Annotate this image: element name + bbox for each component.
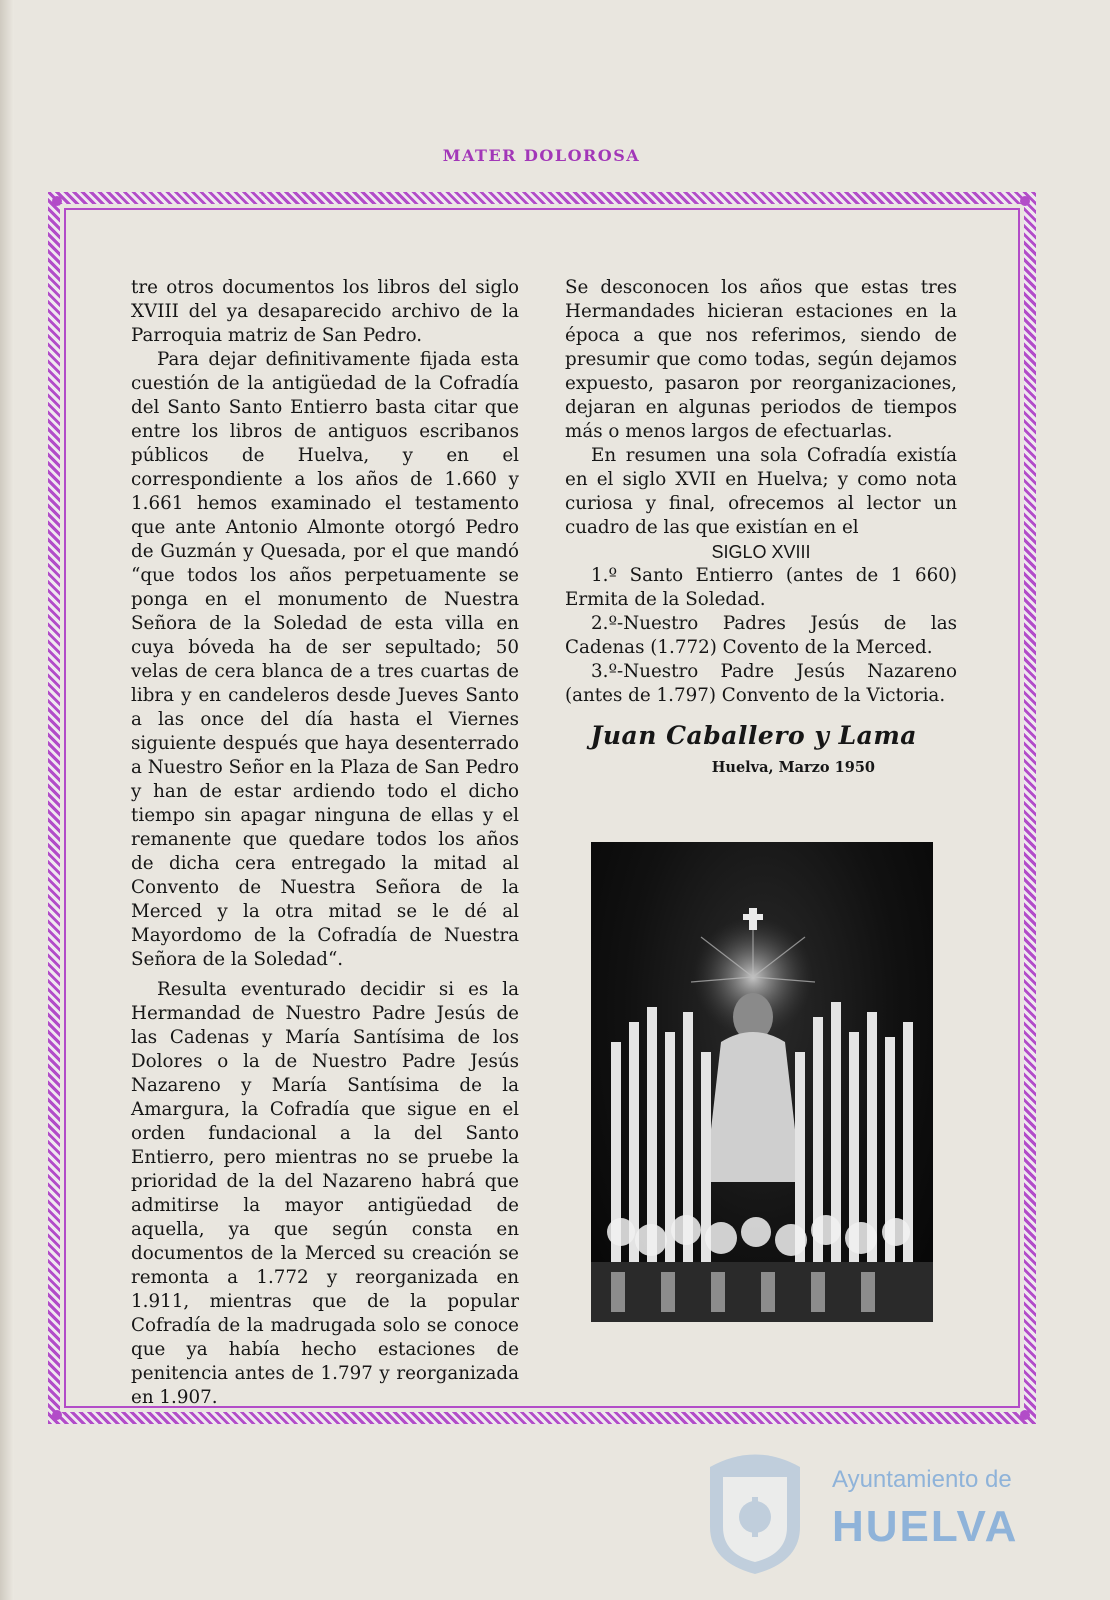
paragraph: En resumen una sola Cofradía existía en el siglo XVII en Huelva; y como nota curiosa y final, ofrecemos al lector un cuadro de las que existían en el	[565, 445, 957, 538]
list-item: 3.º-Nuestro Padre Jesús Nazareno (antes de 1.797) Convento de la Victoria.	[565, 661, 957, 706]
paragraph: Resulta eventurado decidir si es la Hermandad de Nuestro Padre Jesús de las Cadenas y María Santísima de los Dolores o la de Nuestro Padre Jesús Nazareno y María Santísima de la Amargura, la Cofradía que sigue en el orden fundacional a la del Santo Entierro, pero mientras no se pruebe la prioridad de la del Nazareno habrá que admitirse la mayor antigüedad de aquella, ya que según consta en documentos de la Merced su creación se remonta a 1.772 y reorganizada en 1.911, mientras que de la popular Cofradía de la madrugada solo se conoce que ya había hecho estaciones de penitencia antes de 1.797 y reorganizada en 1.907.	[131, 979, 519, 1408]
paragraph: Se desconocen los años que estas tres Hermandades hicieran estaciones en la época a que nos referimos, siendo de presumir que como todas, según dejamos expuesto, pasaron por reorganizaciones, dejaran en algunas periodos de tiempos más o menos largos de efectuarlas.	[565, 277, 957, 442]
left-column	[131, 276, 519, 1410]
place-date: Huelva, Marzo 1950	[711, 759, 875, 776]
watermark-line2: HUELVA	[832, 1502, 1019, 1551]
city-shield-logo	[695, 1442, 815, 1577]
corner-ornament	[52, 1410, 62, 1420]
page-spine	[0, 0, 14, 1600]
list-item: 2.º-Nuestro Padres Jesús de las Cadenas (1.772) Covento de la Merced.	[565, 613, 957, 658]
watermark-line1: Ayuntamiento de	[832, 1466, 1012, 1493]
list-item: 1.º Santo Entierro (antes de 1 660) Ermita de la Soledad.	[565, 565, 957, 610]
running-header: MATER DOLOROSA	[442, 146, 641, 165]
corner-ornament	[1020, 1410, 1030, 1420]
paragraph: tre otros documentos los libros del siglo XVIII del ya desaparecido archivo de la Parroquia matriz de San Pedro.	[131, 277, 519, 346]
section-heading: SIGLO XVIII	[711, 542, 811, 562]
corner-ornament	[52, 196, 62, 206]
paragraph: Para dejar definitivamente fijada esta cuestión de la antigüedad de la Cofradía del Santo Santo Entierro basta citar que entre los libros de antiguos escribanos públicos de Huelva, y en el correspondiente a los años de 1.660 y 1.661 hemos examinado el testamento que ante Antonio Almonte otorgó Pedro de Guzmán y Quesada, por el que mandó “que todos los años perpetuamente se ponga en el monumento de Nuestra Señora de la Soledad de esta villa en cuya bóveda ha de ser sepultado; 50 velas de cera blanca de a tres cuartas de libra y en candeleros desde Jueves Santo a las once del día hasta el Viernes siguiente después que haya desenterrado a Nuestro Señor en la Plaza de San Pedro y han de estar ardiendo todo el dicho tiempo sin apagar ninguna de ellas y el remanente que quedare todos los años de dicha cera entregado la mitad al Convento de Nuestra Señora de la Merced y la otra mitad se le dé al Mayordomo de la Cofradía de Nuestra Señora de la Soledad“.	[131, 349, 519, 970]
virgin-procession-photo	[591, 842, 933, 1322]
corner-ornament	[1020, 196, 1030, 206]
right-column	[565, 276, 957, 780]
author-signature: Juan Caballero y Lama	[590, 721, 917, 750]
